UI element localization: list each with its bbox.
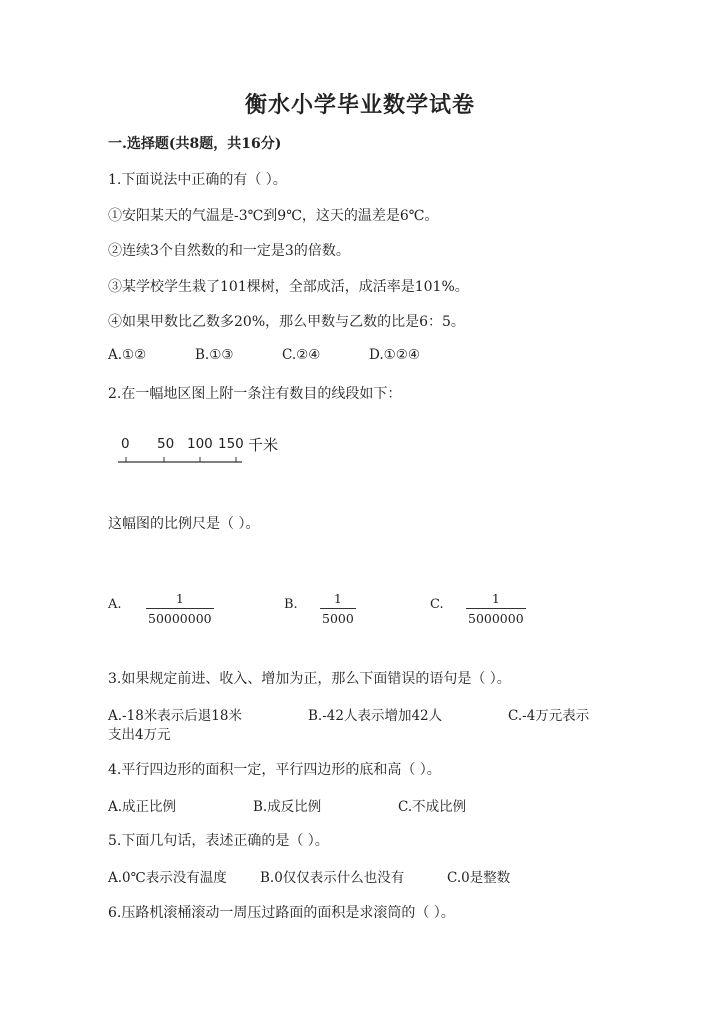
- q2-option-b-label[interactable]: B.: [284, 597, 298, 612]
- scale-tick-50: 50: [157, 436, 175, 452]
- q2-ask: 这幅图的比例尺是（ ）。: [108, 516, 260, 532]
- q6-stem: 6.压路机滚桶滚动一周压过路面的面积是求滚筒的（ ）。: [108, 905, 455, 921]
- scale-tick-150: 150: [218, 436, 244, 452]
- fraction-numerator: 1: [175, 591, 184, 606]
- section-header: 一.选择题(共8题，共16分): [108, 136, 282, 152]
- map-scale-bar: [118, 436, 298, 476]
- scale-tick-0: 0: [121, 436, 130, 452]
- q1-statement-2: ②连续3个自然数的和一定是3的倍数。: [108, 243, 350, 259]
- q1-option-b[interactable]: B.①③: [195, 347, 234, 363]
- q4-option-c[interactable]: C.不成比例: [398, 799, 467, 815]
- q5-option-a[interactable]: A.0℃表示没有温度: [108, 870, 227, 886]
- q2-stem: 2.在一幅地区图上附一条注有数目的线段如下：: [108, 386, 402, 402]
- q1-option-c[interactable]: C.②④: [282, 347, 321, 363]
- scale-line: [118, 436, 298, 476]
- q1-option-d[interactable]: D.①②④: [369, 347, 420, 363]
- q3-option-a[interactable]: A.-18米表示后退18米: [108, 708, 242, 724]
- q5-stem: 5.下面几句话，表述正确的是（ ）。: [108, 833, 329, 849]
- q2-option-a-fraction[interactable]: [146, 591, 214, 626]
- exam-title: 衡水小学毕业数学试卷: [244, 92, 475, 118]
- fraction-denominator: 50000000: [148, 611, 212, 626]
- q3-stem: 3.如果规定前进、收入、增加为正，那么下面错误的语句是（ ）。: [108, 671, 511, 687]
- q2-option-c-fraction[interactable]: [466, 591, 526, 626]
- fraction-numerator: 1: [491, 591, 500, 606]
- fraction-denominator: 5000000: [468, 611, 524, 626]
- fraction-numerator: 1: [333, 591, 342, 606]
- q4-stem: 4.平行四边形的面积一定，平行四边形的底和高（ ）。: [108, 762, 441, 778]
- q2-option-b-fraction[interactable]: [320, 591, 356, 626]
- q3-option-c[interactable]: C.-4万元表示: [508, 708, 590, 724]
- scale-tick-100: 100: [187, 436, 213, 452]
- q2-option-a-label[interactable]: A.: [108, 597, 122, 612]
- q1-option-a[interactable]: A.①②: [108, 347, 147, 363]
- q1-statement-3: ③某学校学生栽了101棵树，全部成活，成活率是101%。: [108, 279, 469, 295]
- q1-statement-1: ①安阳某天的气温是-3℃到9℃，这天的温差是6℃。: [108, 208, 439, 224]
- q5-option-c[interactable]: C.0是整数: [447, 870, 511, 886]
- q1-stem: 1.下面说法中正确的有（ ）。: [108, 172, 287, 188]
- q1-statement-4: ④如果甲数比乙数多20%，那么甲数与乙数的比是6：5。: [108, 314, 465, 330]
- q3-option-c-wrap[interactable]: 支出4万元: [108, 727, 171, 743]
- scale-unit: 千米: [248, 436, 279, 454]
- q2-option-c-label[interactable]: C.: [430, 597, 444, 612]
- q4-option-a[interactable]: A.成正比例: [108, 799, 177, 815]
- q3-option-b[interactable]: B.-42人表示增加42人: [308, 708, 443, 724]
- q4-option-b[interactable]: B.成反比例: [253, 799, 322, 815]
- fraction-denominator: 5000: [322, 611, 354, 626]
- q5-option-b[interactable]: B.0仅仅表示什么也没有: [260, 870, 405, 886]
